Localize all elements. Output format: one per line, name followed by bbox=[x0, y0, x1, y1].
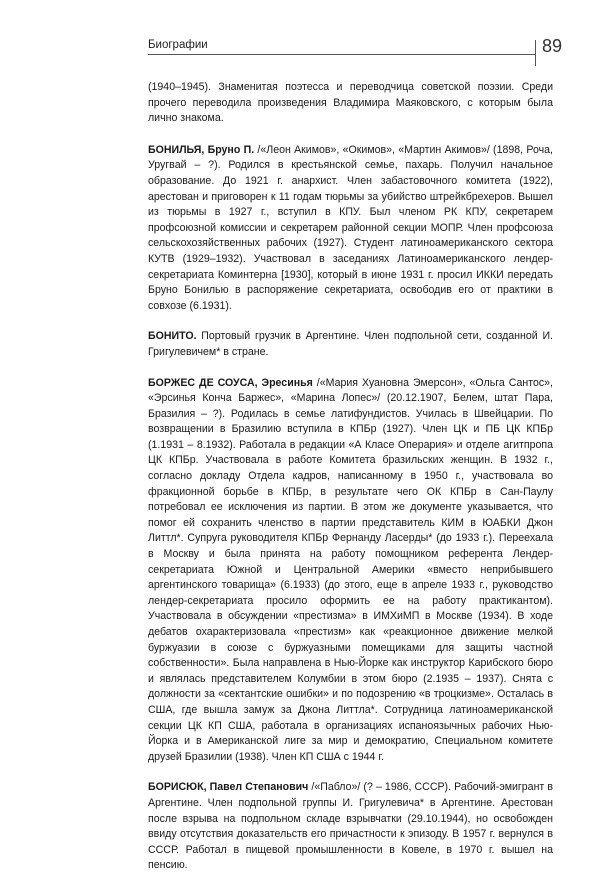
entry-text: /«Мария Хуановна Эмерсон», «Ольга Сантос», «Эрсинья Конча Баржес», «Марина Лопес»/ (20.12.1907, Белем, штат Пара, Бразилия – ?). Родилась в семье латифундистов. Училась в Швейцарии. По возвращении в Бразилию вступила в КПБр (1927). Член ЦК и ПБ ЦК КПБр (1.1931 – 8.1932). Работала в редакции «А Класе Оперария» и отделе агитпропа ЦК КПБр. Участвовала в работе Комитета бразильских женщин. В 1932 г., согласно докладу Отдела кадров, написанному в 1950 г., участвовала во фракционной борьбе в КПБр, в результате чего ОК КПБр в Сан-Паулу потребовал ее исключения из партии. В этом же документе указывается, что помог ей сохранить членство в партии представитель КИМ в ЮАБКИ Джон Литтл*. Супруга руководителя КПБр Фернанду Ласерды* (до 1933 г.). Переехала в Москву и была принята на работу помощником референта Лендер-секретариата Южной и Центральной Америки «вместо неприбывшего аргентинского товарища» (6.1933) (до этого, еще в апреле 1933 г., руководство лендер-секретариата просило оформить ее на работу практикантом). Участвовала в обсуждении «престизма» в ИМХиМП в Москве (1934). В ходе дебатов охарактеризовала «престизм» как «реакционное движение мелкой буржуазии в союзе с буржуазными помещиками для защиты частной собственности». Была направлена в Нью-Йорке как инструктор Карибского бюро и являлась представителем Колумбии в этом бюро (2.1935 – 1937). Снята с должности за «сектантские ошибки» и по подозрению «в троцкизме». Осталась в США, где вышла замуж за Джона Литтла*. Сотрудница латиноамериканской секции ЦК КП США, работала в организациях испаноязычных рабочих Нью-Йорка и в Американской лиге за мир и демократию, Специальном комитете друзей Бразилии (1938). Член КП США с 1944 г. bbox=[148, 376, 553, 763]
continuation-paragraph: (1940–1945). Знаменитая поэтесса и переводчица советской поэзии. Среди прочего переводила произведения Владимира Маяковского, с которым была лично знакома. bbox=[148, 81, 553, 125]
header-rule bbox=[148, 54, 536, 55]
entry-name: БОРИСЮК, Павел Степанович bbox=[148, 781, 309, 794]
entry-name: БОНИТО. bbox=[148, 330, 197, 343]
page-number: 89 bbox=[542, 36, 563, 56]
page-body bbox=[148, 80, 553, 889]
entry-text: Портовый грузчик в Аргентине. Член подпольной сети, созданной И. Григулевичем* в стране. bbox=[148, 330, 553, 358]
entry-bonito bbox=[148, 329, 553, 360]
entry-text: /«Леон Акимов», «Окимов», «Мартин Акимов»/ (1898, Роча, Уругвай – ?). Родился в крестьянской семье, пахарь. Получил начальное образование. До 1921 г. анархист. Член забастовочного комитета (1922), арестован и приговорен к 11 годам тюрьмы за убийство штрейкбрехеров. Вышел из тюрьмы в 1927 г., вступил в КПУ. Был членом РК КПУ, секретарем профсоюзной комиссии и секретарем районной секции МОПР. Член профсоюза сельскохозяйственных рабочих (1927). Студент латиноамериканского сектора КУТВ (1929–1932). Участвовал в заседаниях Латиноамериканского лендер-секретариата Коминтерна [1930], который в июне 1931 г. просил ИККИ передать Бруно Бонилью в распоряжение секретариата, освободив его от практики в совхозе (6.1931). bbox=[148, 143, 553, 312]
header-divider bbox=[535, 40, 536, 66]
entry-name: БОРЖЕС ДЕ СОУСА, Эресинья bbox=[148, 376, 313, 389]
entry-borzhes-de-sousa bbox=[148, 376, 553, 766]
running-header bbox=[148, 36, 600, 66]
entry-bonilya bbox=[148, 143, 553, 315]
entry-text: /«Пабло»/ (? – 1986, СССР). Рабочий-эмигрант в Аргентине. Член подпольной группы И. Григулевича* в Аргентине. Арестован после взрыва на подпольном складе взрывчатки (29.10.1944), но освобожден ввиду отсутствия доказательств его причастности к эпизоду. В 1957 г. вернулся в СССР. Работал в пищевой промышленности в Ковеле, в 1970 г. вышел на пенсию. bbox=[148, 781, 553, 872]
entry-name: БОНИЛЬЯ, Бруно П. bbox=[148, 143, 255, 156]
section-title: Биографии bbox=[148, 39, 208, 51]
entry-borisyuk bbox=[148, 780, 553, 874]
